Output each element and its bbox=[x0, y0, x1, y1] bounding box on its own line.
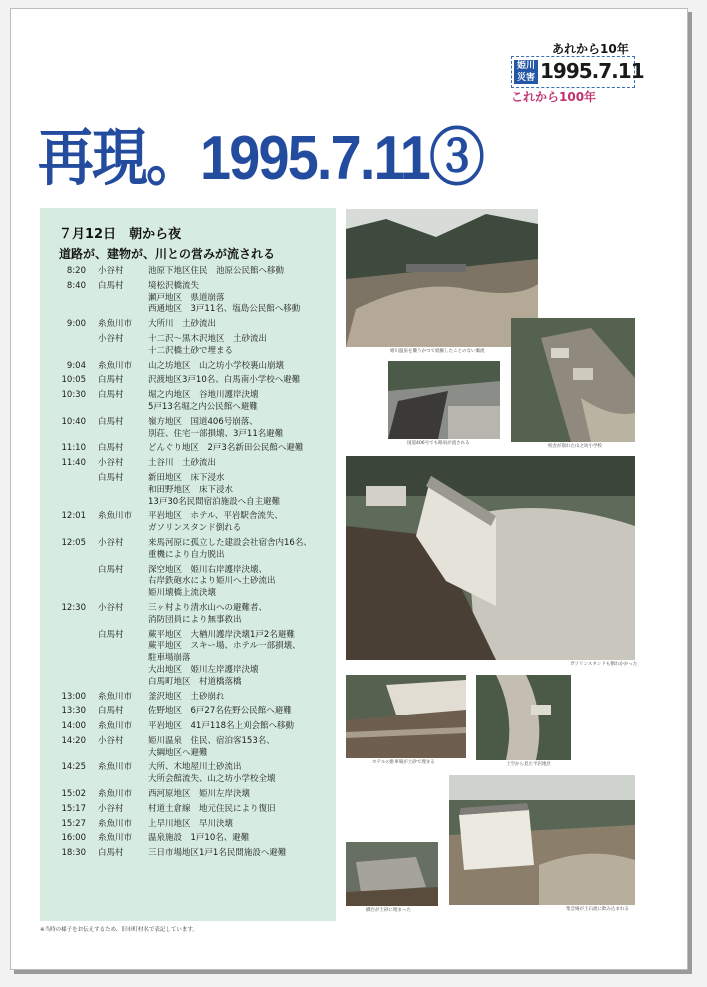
timeline-entry bbox=[40, 848, 336, 860]
entry-description: 蕨平地区 大楢川護岸決壊1戸2名避難 蕨平地区 スキー場、ホテル一部損壊、 駐車場崩落 大出地区 姫川左岸護岸決壊 白馬町地区 村道橋落橋 bbox=[148, 629, 301, 687]
photo-caption: ガソリンスタンドも倒れかかった bbox=[570, 662, 638, 667]
entry-description: 土谷川 土砂流出 bbox=[148, 458, 217, 469]
timeline-entry bbox=[40, 361, 336, 373]
entry-description: 平岩地区 ホテル、平岩駅舎流失、 ガソリンスタンド倒れる bbox=[148, 511, 283, 534]
entry-description: 姫川温泉 住民、宿泊客153名、 大綱地区へ避難 bbox=[148, 735, 275, 758]
entry-time: 10:05 bbox=[61, 375, 86, 386]
photo-aerial bbox=[476, 675, 571, 760]
entry-description: 沢渡地区3戸10名、白馬南小学校へ避難 bbox=[148, 375, 301, 386]
photo-caption: 姫川温泉を襲うかつて経験したことのない濁流 bbox=[390, 349, 485, 354]
entry-place: 白馬村 bbox=[98, 390, 124, 401]
entry-time: 14:20 bbox=[61, 735, 86, 746]
photo-caption: 集会場が土石流に飲み込まれる bbox=[566, 907, 629, 912]
entry-place: 糸魚川市 bbox=[98, 319, 133, 330]
photo-gas-station bbox=[346, 456, 635, 660]
photo-flood-river bbox=[346, 209, 538, 347]
entry-place: 白馬村 bbox=[98, 375, 124, 386]
timeline-entry bbox=[40, 334, 336, 358]
entry-place: 小谷村 bbox=[98, 803, 124, 814]
entry-time: 10:30 bbox=[61, 390, 86, 401]
footnote: ※当時の様子をお伝えするため、旧市町村名で表記しています。 bbox=[40, 927, 198, 933]
entry-description: 十二沢〜黒木沢地区 土砂流出 十二沢橋土砂で埋まる bbox=[148, 333, 268, 356]
entry-description: 上早川地区 早川決壊 bbox=[148, 818, 234, 829]
timeline-entry bbox=[40, 565, 336, 600]
entry-time: 15:02 bbox=[61, 789, 86, 800]
entry-description: 西河原地区 姫川左岸決壊 bbox=[148, 789, 251, 800]
entry-description: 釜沢地区 土砂崩れ bbox=[148, 691, 225, 702]
timeline-entry bbox=[40, 804, 336, 816]
entry-description: 温泉施設 1戸10名、避難 bbox=[148, 833, 250, 844]
badge-bottom-text: これから100年 bbox=[511, 90, 597, 104]
timeline-entry bbox=[40, 789, 336, 801]
entry-place: 糸魚川市 bbox=[98, 789, 133, 800]
timeline-entry bbox=[40, 603, 336, 627]
timeline-entry bbox=[40, 706, 336, 718]
entry-time: 18:30 bbox=[61, 848, 86, 859]
entry-place: 小谷村 bbox=[98, 333, 124, 344]
timeline-entry bbox=[40, 443, 336, 455]
timeline-panel bbox=[40, 208, 336, 921]
entry-time: 11:40 bbox=[61, 458, 86, 469]
timeline-entry bbox=[40, 417, 336, 441]
entry-description: 新田地区 床下浸水 和田野地区 床下浸水 13戸30名民間宿泊施設へ自主避難 bbox=[148, 472, 281, 507]
seal-icon: 姫川 災害 bbox=[514, 60, 538, 84]
timeline-entry bbox=[40, 319, 336, 331]
timeline-entry bbox=[40, 266, 336, 278]
entry-place: 白馬村 bbox=[98, 848, 124, 859]
entry-place: 白馬村 bbox=[98, 564, 124, 575]
timeline-entry bbox=[40, 281, 336, 316]
entry-time: 11:10 bbox=[61, 443, 86, 454]
timeline-entry bbox=[40, 721, 336, 733]
badge-top-text: あれから10年 bbox=[552, 42, 629, 56]
entry-place: 糸魚川市 bbox=[98, 691, 133, 702]
entry-description: 堀之内地区 谷地川護岸決壊 5戸13名堀之内公民館へ避難 bbox=[148, 390, 259, 412]
entry-time: 15:17 bbox=[61, 803, 86, 814]
photo-caption: 上空から見た平岩地区 bbox=[506, 762, 551, 767]
entry-place: 糸魚川市 bbox=[98, 762, 133, 773]
timeline-entry bbox=[40, 511, 336, 535]
timeline-date-heading: ７月12日 朝から夜 bbox=[59, 227, 182, 242]
photo-caption: 国道406号でも路肩が流される bbox=[407, 441, 470, 446]
entry-place: 小谷村 bbox=[98, 537, 124, 548]
timeline-entry bbox=[40, 375, 336, 387]
photo-school bbox=[511, 318, 635, 442]
timeline-subheading: 道路が、建物が、川との営みが流される bbox=[59, 247, 276, 261]
entry-time: 10:40 bbox=[61, 416, 86, 427]
entry-time: 13:00 bbox=[61, 691, 86, 702]
badge-date: 1995.7.11 bbox=[540, 59, 644, 83]
entry-description: 佐野地区 6戸27名佐野公民館へ避難 bbox=[148, 706, 292, 717]
timeline-entry bbox=[40, 736, 336, 760]
entry-place: 小谷村 bbox=[98, 602, 124, 613]
entry-description: 村道土倉線 地元住民により復旧 bbox=[148, 803, 276, 814]
entry-description: 境松沢橋流失 瀬戸地区 県道崩落 西通地区 3戸11名、塩島公民館へ移動 bbox=[148, 280, 301, 315]
entry-time: 13:30 bbox=[61, 706, 86, 717]
photo-caption: 校舎が崩れた山之坊小学校 bbox=[548, 444, 602, 449]
entry-description: 嶺方地区 国道406号崩落、 別荘、住宅一部損壊、3戸11名避難 bbox=[148, 416, 284, 439]
entry-time: 9:04 bbox=[66, 360, 86, 371]
entry-description: 深空地区 姫川右岸護岸決壊、 右岸鉄砲水により姫川へ土砂流出 姫川壊橋上流決壊 bbox=[148, 564, 276, 599]
entry-description: どんぐり地区 2戸3名新田公民館へ避難 bbox=[148, 443, 304, 454]
entry-description: 池原下地区住民 池原公民館へ移動 bbox=[148, 266, 285, 276]
timeline-entry bbox=[40, 819, 336, 831]
photo-road-collapse bbox=[388, 361, 500, 439]
entry-time: 9:00 bbox=[66, 319, 86, 330]
entry-time: 8:40 bbox=[66, 280, 86, 291]
timeline-entry bbox=[40, 692, 336, 704]
entry-place: 糸魚川市 bbox=[98, 818, 133, 829]
timeline-list bbox=[40, 266, 336, 863]
entry-time: 14:00 bbox=[61, 721, 86, 732]
entry-description: 平岩地区 41戸118名上刈会館へ移動 bbox=[148, 721, 295, 732]
timeline-entry bbox=[40, 833, 336, 845]
page-title: 再現。1995.7.11③ bbox=[38, 124, 483, 193]
entry-place: 小谷村 bbox=[98, 735, 124, 746]
entry-description: 大所川 土砂流出 bbox=[148, 319, 217, 330]
entry-place: 糸魚川市 bbox=[98, 833, 133, 844]
timeline-entry bbox=[40, 390, 336, 414]
anniversary-badge bbox=[511, 40, 644, 104]
entry-place: 糸魚川市 bbox=[98, 360, 133, 371]
entry-time: 16:00 bbox=[61, 833, 86, 844]
photo-meeting-hall bbox=[449, 775, 635, 905]
entry-place: 白馬村 bbox=[98, 706, 124, 717]
timeline-entry bbox=[40, 473, 336, 508]
timeline-entry bbox=[40, 630, 336, 689]
photo-bridge bbox=[346, 842, 438, 906]
entry-place: 小谷村 bbox=[98, 266, 124, 276]
entry-place: 糸魚川市 bbox=[98, 721, 133, 732]
timeline-entry bbox=[40, 762, 336, 786]
photo-parking bbox=[346, 675, 466, 758]
entry-place: 小谷村 bbox=[98, 458, 124, 469]
timeline-entry bbox=[40, 458, 336, 470]
photo-caption: 橋台が土砂に埋まった bbox=[366, 908, 411, 913]
entry-time: 12:01 bbox=[61, 511, 86, 522]
entry-description: 大所、木地屋川土砂流出 大所会館流失、山之坊小学校全壊 bbox=[148, 762, 276, 785]
entry-description: 来馬河原に孤立した建設会社宿舎内16名、 重機により自力脱出 bbox=[148, 537, 312, 560]
entry-time: 15:27 bbox=[61, 818, 86, 829]
entry-description: 三日市場地区1戸1名民間施設へ避難 bbox=[148, 848, 287, 859]
entry-time: 12:05 bbox=[61, 537, 86, 548]
entry-place: 白馬村 bbox=[98, 472, 124, 483]
entry-time: 14:25 bbox=[61, 762, 86, 773]
badge-box bbox=[511, 56, 644, 88]
entry-place: 白馬村 bbox=[98, 629, 124, 640]
entry-place: 糸魚川市 bbox=[98, 511, 133, 522]
entry-place: 白馬村 bbox=[98, 443, 124, 454]
entry-time: 8:20 bbox=[66, 266, 86, 276]
entry-description: 山之坊地区 山之坊小学校裏山崩壊 bbox=[148, 360, 285, 371]
photo-caption: ホテルの駐車場が土砂で埋まる bbox=[372, 760, 435, 765]
timeline-entry bbox=[40, 538, 336, 562]
entry-place: 白馬村 bbox=[98, 416, 124, 427]
entry-place: 白馬村 bbox=[98, 280, 124, 291]
entry-time: 12:30 bbox=[61, 602, 86, 613]
entry-description: 三ヶ村より清水山への避難者、 消防団員により無事救出 bbox=[148, 602, 268, 625]
